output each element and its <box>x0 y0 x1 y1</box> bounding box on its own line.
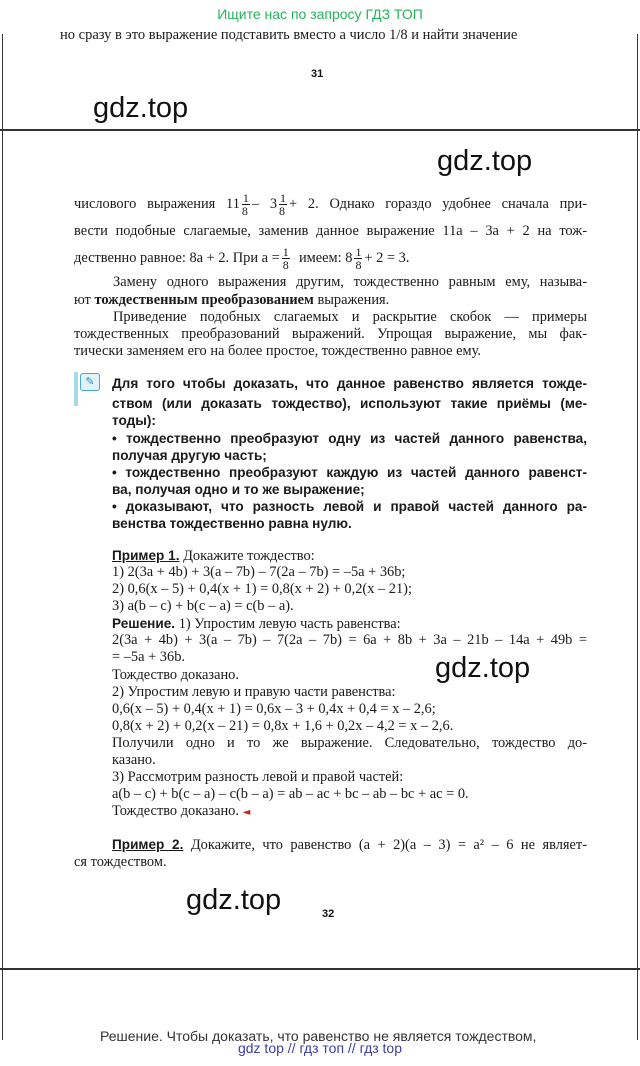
example-1-item: 1) 2(3a + 4b) + 3(a – 7b) – 7(2a – 7b) = –5a + 36b; <box>112 564 406 580</box>
fraction: $\frac{1}{8}$ <box>355 245 362 272</box>
rule-line: • тождественно преобразуют каждую из частей данного равенст- <box>112 465 587 480</box>
search-banner: Ищите нас по запросу ГДЗ ТОП <box>217 6 423 22</box>
next-page-cut-line: Решение. Чтобы доказать, что равенство не является тождеством, <box>100 1028 537 1044</box>
page-border-right-top <box>637 34 638 130</box>
page-divider-1 <box>0 129 640 131</box>
solution-line: 2) Упростим левую и правую части равенства: <box>112 684 396 700</box>
example-1-item: 3) a(b – c) + b(c – a) = c(b – a). <box>112 598 294 614</box>
page-border-right-mid <box>637 131 638 971</box>
solution-final: Тождество доказано. ◄ <box>112 803 251 819</box>
paragraph-line: ют тождественным преобразованием выражения. <box>74 292 390 308</box>
solution-line: = –5a + 36b. <box>112 649 185 665</box>
solution-line: a(b – c) + b(c – a) – c(b – a) = ab – ac + bc – ab – bc + ac = 0. <box>112 786 469 802</box>
solution-heading: Решение. 1) Упростим левую часть равенства: <box>112 616 401 632</box>
hint-icon: ✎ <box>80 373 100 391</box>
page-border-right-bottom <box>637 970 638 1040</box>
solution-line: 0,6(x – 5) + 0,4(x + 1) = 0,6x – 3 + 0,4x + 0,4 = x – 2,6; <box>112 701 436 717</box>
example-2-title: Пример 2. <box>112 837 184 852</box>
watermark: gdz.top <box>186 884 282 916</box>
bottom-links[interactable]: gdz top // гдз топ // гдз top <box>237 1040 403 1056</box>
rule-line: • доказывают, что разность левой и правой частей данного ра- <box>112 499 587 514</box>
solution-line: Тождество доказано. <box>112 667 239 683</box>
example-1-item: 2) 0,6(x – 5) + 0,4(x + 1) = 0,8(x + 2) + 0,2(x – 21); <box>112 581 412 597</box>
example-2-line: ся тождеством. <box>74 854 167 870</box>
paragraph-line: Замену одного выражения другим, тождественно равным ему, называ- <box>113 274 587 290</box>
watermark: gdz.top <box>435 652 531 684</box>
solution-line: казано. <box>112 752 156 768</box>
solution-line: 3) Рассмотрим разность левой и правой частей: <box>112 769 404 785</box>
page-number-bottom: 32 <box>322 908 335 920</box>
page-number-top: 31 <box>311 68 324 80</box>
example-2-heading: Пример 2. Докажите, что равенство (a + 2)(a – 3) = a² – 6 не являет- <box>112 837 587 853</box>
rule-line: Для того чтобы доказать, что данное равенство является тожде- <box>112 376 587 391</box>
solution-label: Решение. <box>112 616 176 631</box>
paragraph-line: Приведение подобных слагаемых и раскрытие скобок — примеры <box>113 309 587 325</box>
term-bold: тождественным преобразованием <box>94 292 314 308</box>
end-of-proof-icon: ◄ <box>242 807 251 818</box>
previous-page-cut-line: но сразу в это выражение подставить вместо a число 1/8 и найти значение <box>60 27 518 43</box>
rule-line: тоды): <box>112 413 156 428</box>
rule-line: ством (или доказать тождество), используют такие приёмы (ме- <box>112 396 587 411</box>
fraction: $\frac{1}{8}$ <box>282 245 289 272</box>
solution-line: 2(3a + 4b) + 3(a – 7b) – 7(2a – 7b) = 6a + 8b + 3a – 21b – 14a + 49b = <box>112 632 587 648</box>
watermark: gdz.top <box>437 145 533 177</box>
paragraph-line: тически заменяем его на более простое, тождественно равное ему. <box>74 343 482 359</box>
paragraph-line: дественно равное: 8a + 2. При a = $\frac{1}{8}$ имеем: 8 $\frac{1}{8}$ + 2 = 3. <box>74 245 410 272</box>
rule-line: • тождественно преобразуют одну из частей данного равенства, <box>112 431 587 446</box>
page-border-left-bottom <box>2 970 3 1040</box>
rule-line: ва, получая одно и то же выражение; <box>112 482 365 497</box>
paragraph-line: числового выражения 11 $\frac{1}{8}$ – 3 $\frac{1}{8}$ + 2. Однако гораздо удобнее сначала при- <box>74 191 587 218</box>
rule-line: венства тождественно равна нулю. <box>112 516 352 531</box>
solution-line: 0,8(x + 2) + 0,2(x – 21) = 0,8x + 1,6 + 0,2x – 4,2 = x – 2,6. <box>112 718 454 734</box>
paragraph-line: тождественных преобразований выражений. Упрощая выражение, мы фак- <box>74 326 587 342</box>
page-border-left-top <box>2 34 3 130</box>
example-1-heading: Пример 1. Докажите тождество: <box>112 548 315 564</box>
fraction: $\frac{1}{8}$ <box>279 191 287 218</box>
page-divider-2 <box>0 968 640 970</box>
example-1-title: Пример 1. <box>112 548 180 563</box>
watermark: gdz.top <box>93 92 189 124</box>
page-border-left-mid <box>2 131 3 971</box>
rule-line: получая другую часть; <box>112 448 267 463</box>
fraction: $\frac{1}{8}$ <box>241 191 249 218</box>
rule-sidebar-bar <box>74 372 78 406</box>
paragraph-line: вести подобные слагаемые, заменив данное выражение 11a – 3a + 2 на тож- <box>74 223 587 239</box>
solution-line: Получили одно и то же выражение. Следовательно, тождество до- <box>112 735 587 751</box>
